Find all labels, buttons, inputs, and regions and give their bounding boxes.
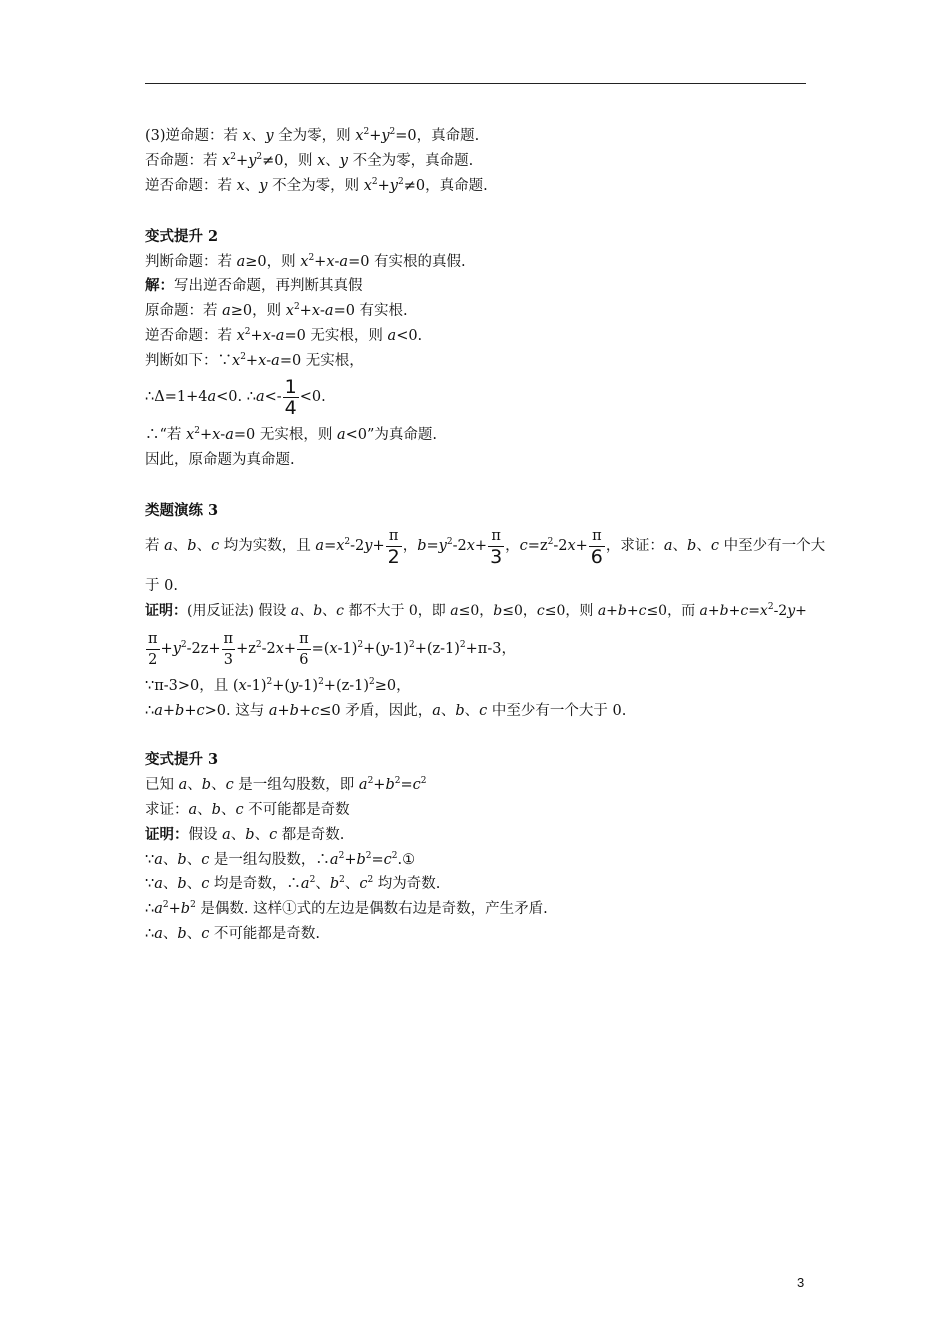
problem-statement: 判断命题：若 a≥0，则 $x^2+x-a=0$ 有实根的真假.	[145, 253, 466, 270]
inverse-statement: 否命题：若 $x^2+y^2\ne 0$，则 x、y 不全为零，真命题.	[145, 152, 474, 169]
solution-intro: 解：写出逆否命题，再判断其真假	[145, 277, 363, 294]
contrapositive-statement: 逆否命题：若 x、y 不全为零，则 $x^2+y^2\ne 0$，真命题.	[145, 177, 488, 194]
fraction-pi-over-6: $\frac{\pi}{6}$	[590, 527, 603, 568]
proof-step-1: ∵a、b、c 是一组勾股数，$\therefore a^2+b^2=c^2.①$	[145, 851, 416, 868]
conclusion-true: ∴“若 $x^2+x-a=0$ 无实根，则 a<0”为真命题.	[145, 426, 438, 443]
proof-conclusion: ∴a+b+c>0. 这与 a+b+c≤0 矛盾，因此，a、b、c 中至少有一个大于 0.	[145, 703, 627, 719]
to-prove: 求证：a、b、c 不可能都是奇数	[145, 802, 350, 818]
discriminant-line: ∴Δ=1+4a<0. ∴a<- $\frac{1}{4}$ <0.	[145, 375, 326, 419]
proof-intro: 证明：(用反证法) 假设 a、b、c 都不大于 0，即 a≤0，b≤0，c≤0，则 a+b+c≤0，而 $a+b+c=x^2-2y+$	[145, 602, 807, 619]
proof-final: ∴a、b、c 不可能都是奇数.	[145, 926, 321, 942]
pythagorean-given: 已知 a、b、c 是一组勾股数，即 $a^2+b^2=c^2$	[145, 776, 427, 793]
contrapositive-proposition: 逆否命题：若 $x^2+x-a=0$ 无实根，则 a<0.	[145, 327, 423, 344]
header-rule	[145, 83, 806, 84]
proof-inequality: ∵π-3>0，且 $(x-1)^2+(y-1)^2+(z-1)^2\ge 0$，	[145, 677, 411, 694]
fraction-pi-over-2: $\frac{\pi}{2}$	[148, 630, 158, 668]
proof-assumption: 证明：假设 a、b、c 都是奇数.	[145, 826, 345, 843]
fraction-pi-over-3: $\frac{\pi}{3}$	[223, 630, 234, 668]
section-title-variant-3: 变式提升 3	[145, 751, 219, 768]
section-title-exercise-3: 类题演练 3	[145, 502, 219, 519]
fraction-pi-over-3: $\frac{\pi}{3}$	[490, 527, 503, 568]
proof-step-3: $\therefore a^2+b^2$ 是偶数. 这样①式的左边是偶数右边是奇数，产生矛盾.	[145, 900, 548, 917]
exercise-statement: 若 a、b、c 均为实数，且 $a=x^2-2y+$ $\frac{\pi}{2}$ ，$b=y^2-2x+$ $\frac{\pi}{3}$ ，$c=z^2-2x+$ $\frac{\pi}{6}$ ，求证：a、b、c 中至少有一个大	[145, 527, 826, 568]
fraction-pi-over-2: $\frac{\pi}{2}$	[387, 527, 400, 568]
proof-expansion: $\frac{\pi}{2}$ $+y^2-2z+$ $\frac{\pi}{3}$ $+z^2-2x+$ $\frac{\pi}{6}$ $=(x-1)^2+(y-1)^2+(z-1)^2+\pi-3$，	[148, 630, 516, 668]
fraction-pi-over-6: $\frac{\pi}{6}$	[299, 630, 309, 668]
judgement-line: 判断如下：$\because x^2+x-a=0$ 无实根，	[145, 352, 364, 369]
original-proposition: 原命题：若 a≥0，则 $x^2+x-a=0$ 有实根.	[145, 302, 408, 319]
converse-statement: (3)逆命题：若 x、y 全为零，则 $x^2+y^2=0$，真命题.	[145, 127, 480, 144]
fraction-one-quarter: $\frac{1}{4}$	[284, 375, 297, 419]
page-number: 3	[797, 1275, 805, 1290]
section-title-variant-2: 变式提升 2	[145, 228, 219, 245]
exercise-statement-cont: 于 0.	[145, 578, 178, 594]
final-conclusion: 因此，原命题为真命题.	[145, 452, 295, 468]
proof-step-2: ∵a、b、c 均是奇数，$\therefore a^2$、$b^2$、$c^2$ 均为奇数.	[145, 875, 441, 892]
